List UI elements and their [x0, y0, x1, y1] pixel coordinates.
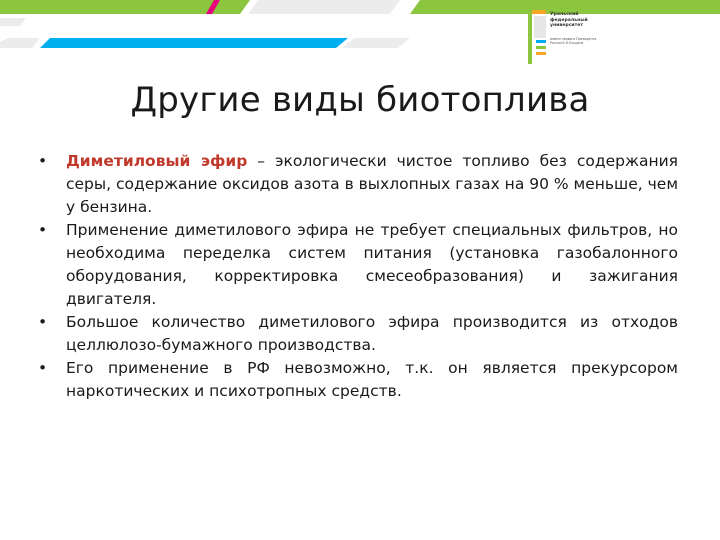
- logo-name-line: федеральный: [550, 17, 588, 23]
- bullet-item: [38, 357, 678, 403]
- bullet-text: Применение диметилового эфира не требует специальных фильтров, но необходима переделка систем питания (установка газобалонного оборудования, корректировка смесеобразования) и зажигания двигателя.: [66, 221, 678, 308]
- bullet-marker: •: [38, 359, 48, 377]
- bullet-marker: •: [38, 221, 48, 239]
- grey-stripe-right: [342, 38, 410, 48]
- bullet-item: [38, 150, 678, 219]
- cyan-stripe: [40, 38, 348, 48]
- grey-stripe-mid: [0, 38, 40, 48]
- bullet-list: [38, 150, 678, 403]
- logo-name-line: Уральский: [550, 12, 579, 17]
- logo-name-line: университет: [550, 23, 584, 29]
- bullet-text: Его применение в РФ невозможно, т.к. он является прекурсором наркотических и психотропных средств.: [66, 359, 678, 400]
- grey-stripe-top: [248, 0, 400, 14]
- bullet-marker: •: [38, 313, 48, 331]
- logo-name: [550, 12, 606, 29]
- bullet-text: – экологически чистое топливо без содержания серы, содержание оксидов азота в выхлопных газах на 90 % меньше, чем у бензина.: [66, 152, 679, 216]
- logo-subtitle: имени первого Президента России Б.Н.Ельцина: [550, 37, 597, 45]
- highlighted-term: Диметиловый эфир: [66, 152, 248, 170]
- header-stripes: [0, 0, 720, 60]
- bullet-item: [38, 219, 678, 311]
- bullet-item: [38, 311, 678, 357]
- grey-stripe-left: [0, 18, 26, 26]
- bullet-text: Большое количество диметилового эфира производится из отходов целлюлозо-бумажного производства.: [66, 313, 678, 354]
- university-logo: [528, 10, 608, 66]
- slide-title: Другие виды биотоплива: [130, 80, 590, 120]
- logo-mark-icon: [528, 10, 548, 66]
- bullet-marker: •: [38, 152, 48, 170]
